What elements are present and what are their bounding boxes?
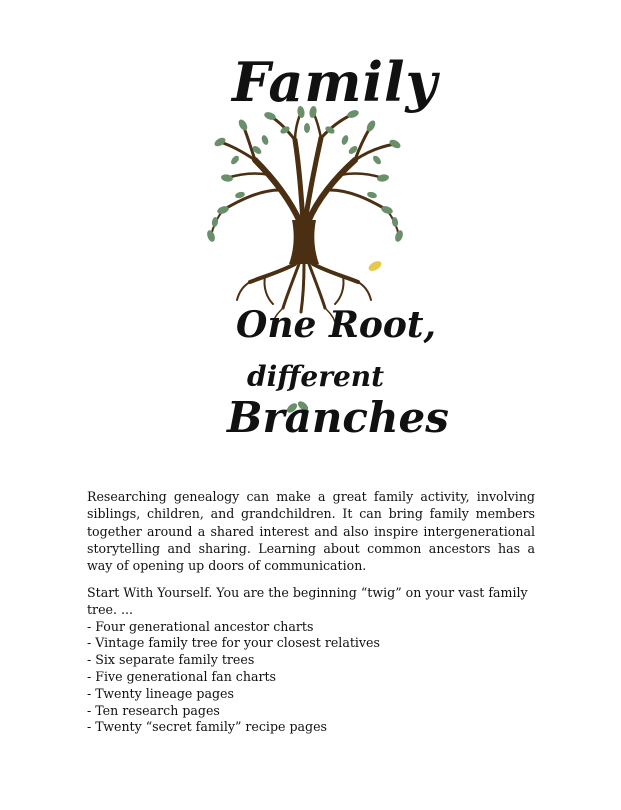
- contents-block: [87, 585, 547, 736]
- list-item: - Twenty lineage pages: [87, 685, 234, 701]
- contents-list: [87, 619, 547, 737]
- intro-paragraph: Researching genealogy can make a great family activity, involving siblings, children, and grandchildren. It can bring family members together around a shared interest and also inspire intergenerational storytelling and sharing. Learning about common ancestors has a way of opening up doors of communication.: [87, 489, 535, 574]
- artwork-tagline-line3: Branches: [227, 393, 449, 442]
- contents-lead: Start With Yourself. You are the beginning “twig” on your vast family tree. ...: [87, 585, 528, 617]
- artwork-title: Family: [232, 50, 438, 114]
- list-item: - Vintage family tree for your closest relatives: [87, 635, 380, 651]
- list-item: - Five generational fan charts: [87, 668, 277, 684]
- list-item: - Four generational ancestor charts: [87, 618, 314, 634]
- list-item: - Six separate family trees: [87, 652, 255, 668]
- artwork-tagline-line2: different: [247, 360, 385, 393]
- tree-trunk: [289, 220, 319, 264]
- artwork-tagline-line1: One Root,: [236, 304, 437, 346]
- list-item: - Twenty “secret family” recipe pages: [87, 719, 328, 735]
- list-item: - Ten research pages: [87, 702, 220, 718]
- falling-leaf-icon: [367, 259, 383, 273]
